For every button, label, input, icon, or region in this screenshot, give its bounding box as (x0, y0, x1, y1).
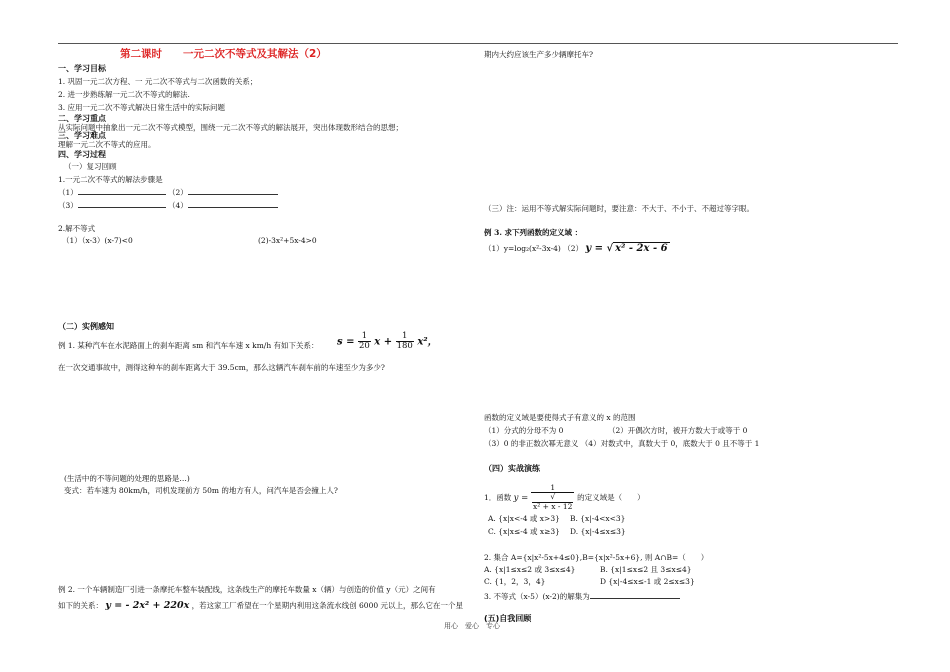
inequality-b: (2)-3x²+5x-4>0 (258, 236, 317, 245)
domain-rule-1: （1）分式的分母不为 0 (484, 426, 564, 435)
example-1-line-2: 在一次交通事故中，测得这种车的刹车距离大于 39.5cm，那么这辆汽车刹车前的车速至少为多少? (58, 363, 385, 372)
practice-2: 2. 集合 A={x|x²-5x+4≤0},B={x|x²-5x+6}, 则 A∩B=（ ） (484, 553, 709, 562)
practice-3: 3. 不等式（x-5）(x-2)的解集为 (484, 590, 680, 601)
practice-1-option-b: B. {x|-4<x<3} (570, 514, 626, 523)
page-footer: 用心 爱心 专心 (444, 622, 500, 630)
variation-question: 变式：若车速为 80km/h，司机发现前方 50m 的地方有人，问汽车是否会撞上人? (64, 486, 338, 495)
inequality-a: （1）（x-3）(x-7)<0 (62, 236, 133, 245)
practice-1-option-c: C. {x|x≤-4 或 x≥3} (488, 527, 560, 536)
case-heading: （二）实例感知 (58, 322, 114, 331)
example-2-formula: y = - 2x² + 220x (105, 600, 190, 611)
example-3-formula: y = √ x² - 2x - 6 (585, 243, 668, 254)
practice-2-option-b: B. {x|1≤x≤2 且 3≤x≤4} (600, 565, 692, 574)
page-title: 第二课时 一元二次不等式及其解法（2） (120, 48, 327, 60)
domain-rule-2: （2）开偶次方时，被开方数大于或等于 0 (608, 426, 748, 435)
objective-2: 2. 进一步熟练解一元二次不等式的解法. (58, 90, 190, 99)
objective-1: 1. 巩固一元二次方程、一 元二次不等式与二次函数的关系； (58, 77, 258, 86)
objective-3: 3. 应用一元二次不等式解决日常生活中的实际问题 (58, 103, 226, 112)
key-points-text: 从实际问题中抽象出一元二次不等式模型，围绕一元二次不等式的解法展开，突出体现数形结合的思想； (58, 123, 403, 132)
header-rule (58, 43, 898, 44)
example-1-formula: s = $\frac{1}{20}$ x + $\frac{1}{180}$ x²， (337, 331, 438, 352)
objectives-heading: 一、学习目标 (58, 64, 106, 73)
domain-rule-3-4: （3）0 的非正数次幂无意义 （4）对数式中，真数大于 0，底数大于 0 且不等于 1 (484, 439, 760, 448)
practice-2-option-c: C. {1，2，3，4} (484, 577, 546, 586)
summary-heading: (五)自我回顾 (484, 614, 532, 623)
practice-1-formula: y = 1 √ x² + x - 12 (513, 483, 573, 511)
practice-1: 1．函数 y = 1 √ x² + x - 12 的定义域是（ ） (484, 483, 645, 511)
difficulties-heading: 三、学习难点 (58, 131, 106, 140)
example-3: 例 3. 求下列函数的定义域 ： (484, 228, 583, 237)
practice-1-option-a: A. {x|x<-4 或 x>3} (488, 514, 560, 523)
example-2-line-1: 例 2. 一个车辆制造厂引进一条摩托车整车装配线，这条线生产的摩托车数量 x（辆）与创造的价值 y（元）之间有 (58, 585, 436, 594)
step-4: （4） (168, 199, 278, 210)
example-3-items: （1）y=log₂(x²-3x-4) （2） y = √ x² - 2x - 6 (484, 243, 668, 254)
practice-2-option-d: D {x|-4≤x≤-1 或 2≤x≤3} (600, 577, 695, 586)
example-2-continued: 期内大约应该生产多少辆摩托车? (484, 50, 594, 59)
example-2-line-2: 如下的关系： y = - 2x² + 220x ，若这家工厂希望在一个星期内利用这条流水线创 6000 元以上，那么它在一个星 (58, 600, 463, 611)
step-3: （3） (58, 199, 166, 210)
thinking-note: (生活中的不等问题的处理的思路是…) (64, 474, 190, 483)
question-1: 1.一元二次不等式的解法步骤是 (58, 175, 163, 184)
practice-heading: （四）实战演练 (484, 464, 540, 473)
step-1: （1） (58, 186, 166, 197)
question-2: 2.解不等式 (58, 224, 96, 233)
difficulties-text: 理解一元二次不等式的应用。 (58, 140, 156, 149)
review-heading: （一）复习回顾 (64, 162, 117, 171)
practice-2-option-a: A. {x|1≤x≤2 或 3≤x≤4} (484, 565, 576, 574)
attention-note: （三）注：运用不等式解实际问题时，要注意：不大于、不小于、不超过等字眼。 (484, 204, 754, 213)
key-points-heading: 二、学习重点 (58, 114, 106, 123)
example-1-line-1: 例 1. 某种汽车在水泥路面上的刹车距离 sm 和汽车车速 x km/h 有如下关系： (58, 341, 319, 350)
domain-intro: 函数的定义域是要使得式子有意义的 x 的范围 (484, 413, 636, 422)
practice-1-option-d: D. {x|-4≤x≤3} (570, 527, 626, 536)
step-2: （2） (168, 186, 278, 197)
process-heading: 四、学习过程 (58, 150, 106, 159)
